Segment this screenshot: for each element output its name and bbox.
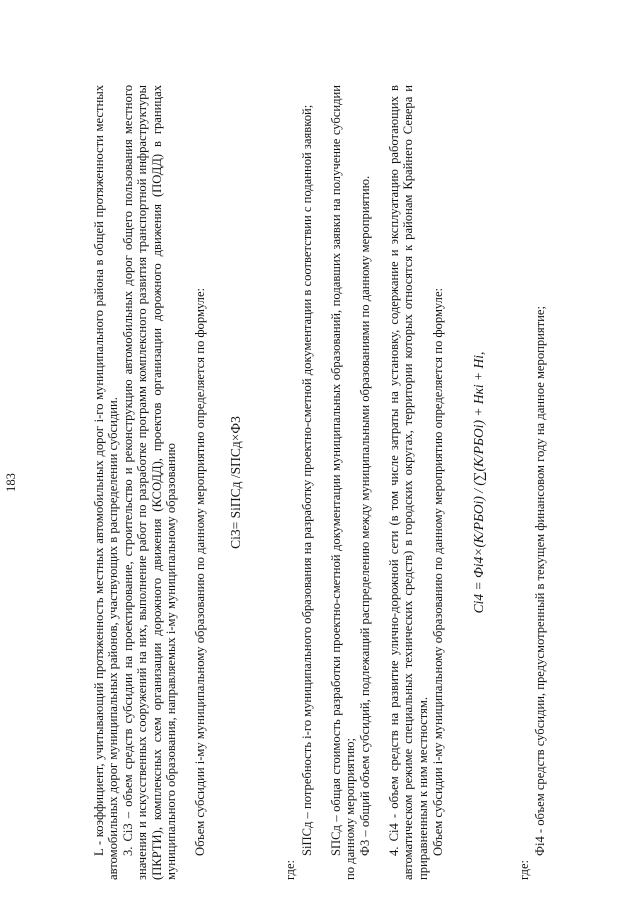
paragraph-f3: Ф3 – общий объем субсидий, подлежащий распределению между муниципальными образованиями по данному мероприятию. <box>358 175 372 856</box>
where-label-1: где: <box>283 859 297 880</box>
paragraph-ci4-definition: 4. Сi4 - объем средств на развитие улично-дорожной сети (в том числе затраты на установку, содержание и эксплуатацию работающих в автоматическом режиме специальных технических средств) в городских округах, территории которых относятся к районам Крайнего Севера и приравненным к ним местностям. <box>387 85 430 880</box>
paragraph-ci3-definition: 3. Сi3 – объем средств субсидии на проектирование, строительство и реконструкцию автомобильных дорог общего пользования местного значения и искусственных сооружений на них, выполнение работ по разработке программ комплексного развития транспортной инфраструктуры (ПКРТИ), комплексных схем организации дорожного движения (КСОДД), проектов организации дорожного движения (ПОДД) в границах муниципального образования, направляемых i-му муниципальному образованию <box>121 85 179 880</box>
paragraph-sipsd: SiПСд – потребность i-го муниципального образования на разработку проектно-сметной документации в соответствии с поданной заявкой; <box>300 104 314 856</box>
rotated-page-content <box>4 85 552 880</box>
formula-ci3: Сi3= SiПСд /SПСд×Ф3 <box>228 416 243 549</box>
paragraph-ci4-formula-intro: Объем субсидии i-му муниципальному образованию по данному мероприятию определяется по формуле: <box>431 287 445 856</box>
paragraph-fi4: Фi4 - объем средств субсидии, предусмотренный в текущем финансовом году на данное мероприятие; <box>533 305 547 856</box>
paragraph-ci3-formula-intro: Объем субсидии i-му муниципальному образованию по данному мероприятию определяется по формуле: <box>193 287 207 856</box>
where-label-2: где: <box>517 859 531 880</box>
paragraph-coefficient-l: L - коэффициент, учитывающий протяженность местных автомобильных дорог i-го муниципального района в общей протяженности местных автомобильных дорог муниципальных районов, участвующих в распределении субсидии. <box>92 85 121 880</box>
paragraph-spsd: SПСд – общая стоимость разработки проектно-сметной документации муниципальных образований, подавших заявки на получение субсидии по данному мероприятию; <box>329 85 358 880</box>
formula-ci4: Сi4 = Фi4×(K/РБОi) / (∑(K/РБОi) + Нкi + Нi, <box>471 351 486 614</box>
page-number: 183 <box>4 473 18 492</box>
